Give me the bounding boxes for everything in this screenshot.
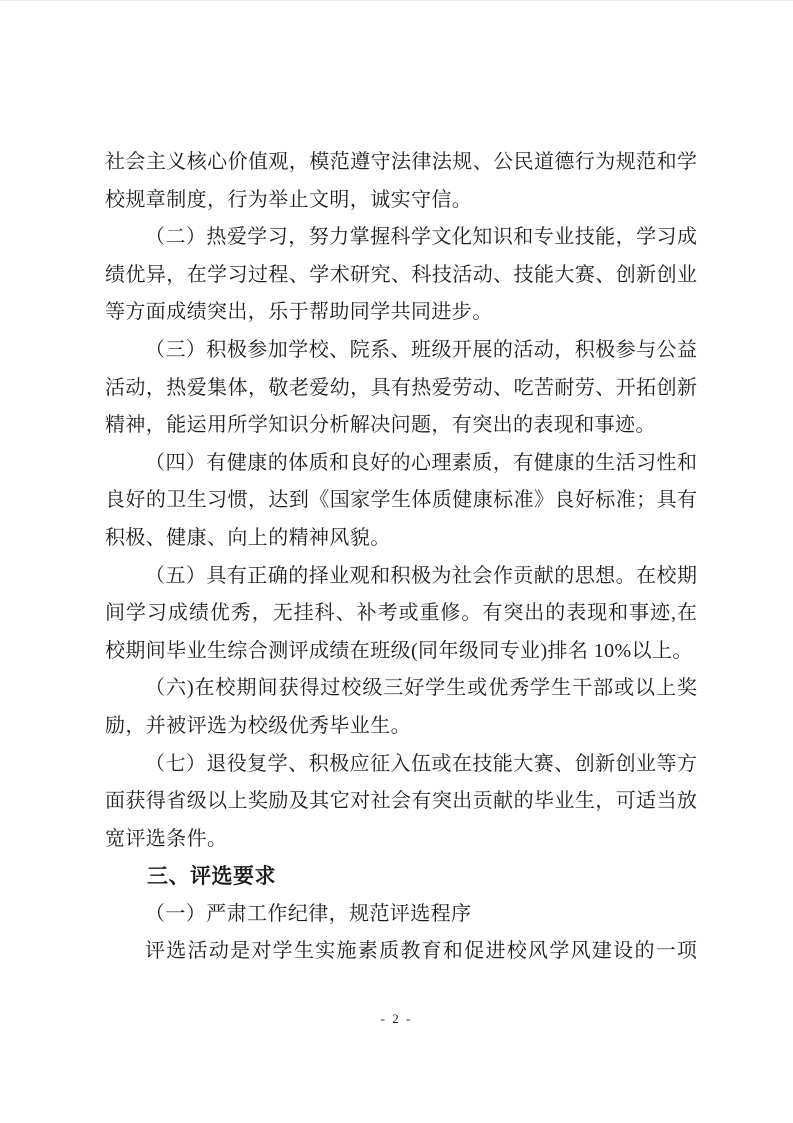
text-line: 精神，能运用所学知识分析解决问题，有突出的表现和事迹。 (105, 414, 656, 437)
text-line: 励，并被评选为校级优秀毕业生。 (105, 714, 411, 737)
text-line: 评选活动是对学生实施素质教育和促进校风学风建设的一项 (145, 940, 697, 963)
text-line: （三）积极参加学校、院系、班级开展的活动，积极参与公益 (145, 338, 697, 361)
text-line: 积极、健康、向上的精神风貌。 (105, 526, 391, 549)
text-line: （七）退役复学、积极应征入伍或在技能大赛、创新创业等方 (145, 752, 697, 775)
text-line: 宽评选条件。 (105, 827, 228, 850)
text-line: 绩优异，在学习过程、学术研究、科技活动、技能大赛、创新创业 (105, 263, 697, 286)
subsection-heading: （一）严肃工作纪律，规范评选程序 (145, 902, 472, 925)
text-line: （二）热爱学习，努力掌握科学文化知识和专业技能，学习成 (145, 226, 697, 249)
text-line: 校规章制度，行为举止文明，诚实守信。 (105, 188, 473, 211)
text-line: 良好的卫生习惯，达到《国家学生体质健康标准》良好标准；具有 (105, 489, 697, 512)
text-line: （四）有健康的体质和良好的心理素质，有健康的生活习性和 (145, 451, 697, 474)
text-line: 社会主义核心价值观，模范遵守法律法规、公民道德行为规范和学 (105, 151, 697, 173)
text-line: 间学习成绩优秀，无挂科、补考或重修。有突出的表现和事迹,在 (105, 602, 697, 625)
text-line: （六)在校期间获得过校级三好学生或优秀学生干部或以上奖 (145, 677, 697, 700)
text-line: 面获得省级以上奖励及其它对社会有突出贡献的毕业生，可适当放 (105, 790, 697, 813)
section-heading: 三、评选要求 (147, 865, 276, 889)
text-line: （五）具有正确的择业观和积极为社会作贡献的思想。在校期 (145, 564, 697, 587)
text-line: 活动，热爱集体，敬老爱幼，具有热爱劳动、吃苦耐劳、开拓创新 (105, 376, 697, 399)
text-line: 校期间毕业生综合测评成绩在班级(同年级同专业)排名 10%以上。 (105, 639, 693, 662)
text-line: 等方面成绩突出，乐于帮助同学共同进步。 (105, 301, 493, 324)
page-number: - 2 - (380, 1011, 413, 1026)
document-body (105, 144, 697, 971)
